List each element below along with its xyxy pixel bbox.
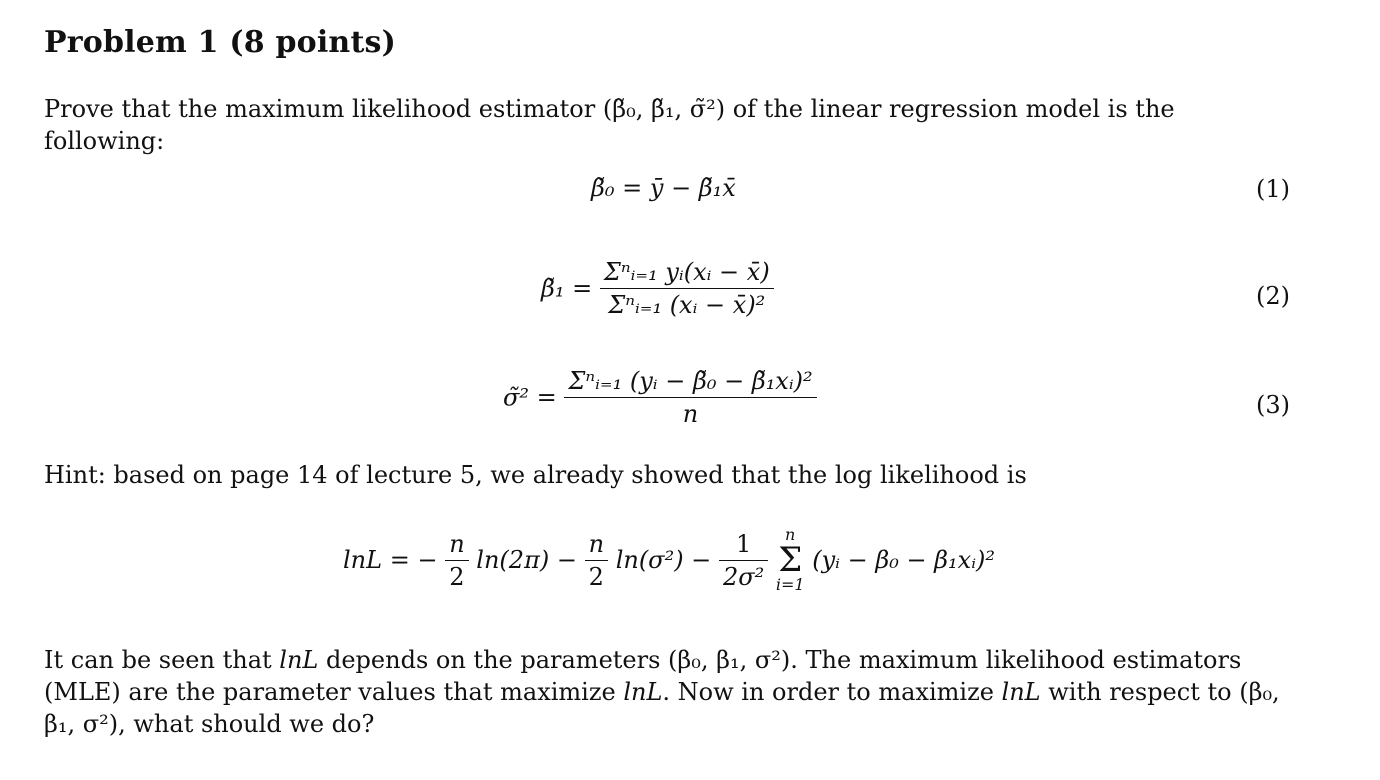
log-likelihood-equation — [343, 527, 995, 593]
equation-2-number: (2) — [1256, 282, 1290, 310]
closing-part-4: with respect to (β₀, β₁, σ²), what should we do? — [44, 678, 1280, 738]
loglik-fraction-2-num: n — [585, 530, 608, 561]
summation-upper-limit: n — [785, 525, 796, 544]
hint-text: Hint: based on page 14 of lecture 5, we already showed that the log likelihood is — [44, 461, 1027, 489]
summation-operator — [776, 527, 805, 593]
equation-3-fraction — [564, 367, 816, 428]
problem-title: Problem 1 (8 points) — [44, 25, 396, 60]
equation-1-rhs: ȳ − β̃₁x̄ — [649, 174, 736, 202]
closing-lnl-1: lnL — [279, 646, 319, 674]
loglik-fraction-3 — [719, 530, 768, 591]
equation-3 — [503, 367, 817, 428]
loglik-fraction-3-num: 1 — [719, 530, 768, 561]
loglik-fraction-1-den: 2 — [449, 562, 465, 591]
problem-intro: Prove that the maximum likelihood estimator (β̃₀, β̃₁, σ̃²) of the linear regression model is the following: — [44, 95, 1175, 155]
closing-paragraph — [44, 644, 1300, 740]
equation-3-denominator: n — [682, 400, 699, 428]
loglik-fraction-3-den: 2σ² — [722, 562, 765, 591]
equation-1-number: (1) — [1256, 175, 1290, 203]
equation-3-numerator: Σⁿᵢ₌₁ (yᵢ − β̃₀ − β̃₁xᵢ)² — [564, 367, 816, 398]
closing-lnl-2: lnL — [623, 678, 663, 706]
equation-2-numerator: Σⁿᵢ₌₁ yᵢ(xᵢ − x̄) — [600, 258, 774, 289]
loglik-summand: (yᵢ − β₀ − β₁xᵢ)² — [812, 546, 996, 574]
closing-part-2: depends on the parameters (β₀, β₁, σ²). The maximum likelihood estimators (MLE) are the parameter values that maximize — [44, 646, 1242, 706]
equation-3-lhs: σ̃² = — [503, 383, 557, 412]
loglik-lhs: lnL = − — [343, 546, 438, 574]
equation-1 — [591, 174, 736, 202]
equation-2-lhs: β̃₁ = — [541, 274, 593, 303]
loglik-term-1: ln(2π) − — [476, 546, 577, 574]
loglik-fraction-1 — [445, 530, 468, 591]
loglik-fraction-2 — [585, 530, 608, 591]
equation-2-denominator: Σⁿᵢ₌₁ (xᵢ − x̄)² — [608, 291, 766, 319]
closing-part-1: It can be seen that — [44, 646, 280, 674]
loglik-fraction-1-num: n — [445, 530, 468, 561]
equation-2 — [541, 258, 774, 319]
equation-2-fraction — [600, 258, 774, 319]
closing-part-3: . Now in order to maximize — [662, 678, 1002, 706]
equation-1-lhs: β̃₀ = — [591, 174, 643, 202]
loglik-fraction-2-den: 2 — [588, 562, 604, 591]
equation-3-number: (3) — [1256, 391, 1290, 419]
loglik-term-2: ln(σ²) − — [615, 546, 712, 574]
summation-symbol: Σ — [778, 540, 803, 580]
closing-lnl-3: lnL — [1001, 678, 1041, 706]
summation-lower-limit: i=1 — [775, 575, 805, 594]
